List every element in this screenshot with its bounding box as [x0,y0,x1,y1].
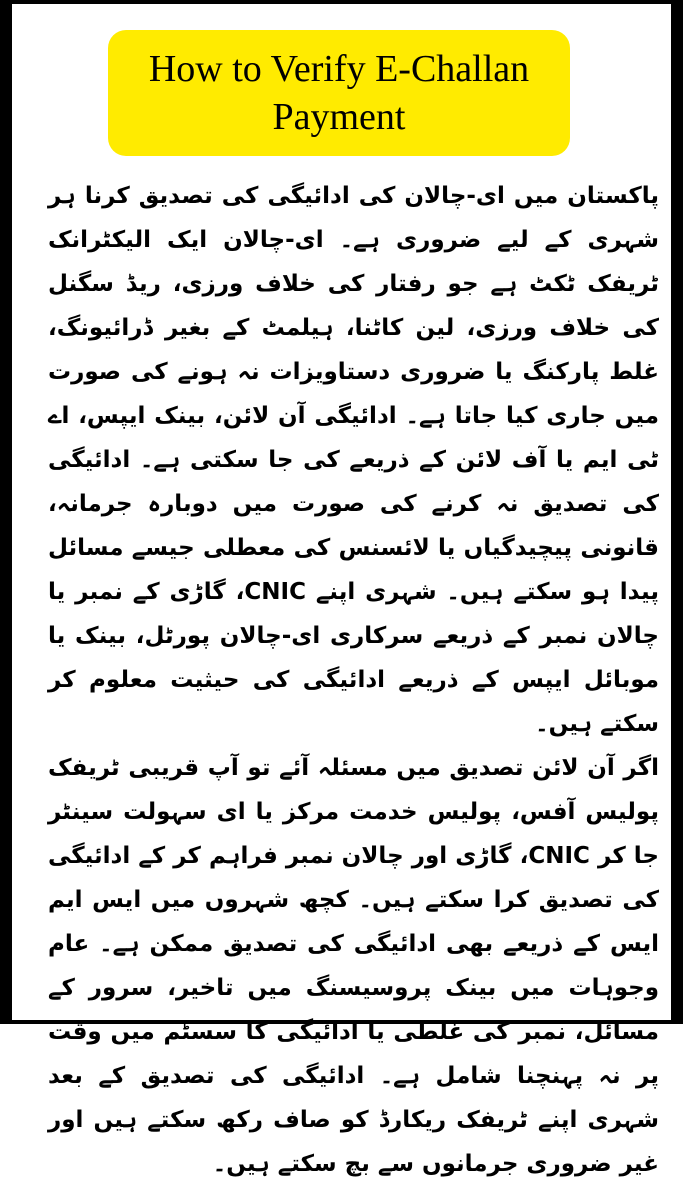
article-body [48,174,659,1186]
paragraph-1: پاکستان میں ای-چالان کی ادائیگی کی تصدیق کرنا ہر شہری کے لیے ضروری ہے۔ ای-چالان ایک الیکٹرانک ٹریفک ٹکٹ ہے جو رفتار کی خلاف ورزی، ریڈ سگنل کی خلاف ورزی، لین کاٹنا، ہیلمٹ کے بغیر ڈرائیونگ، غلط پارکنگ یا ضروری دستاویزات نہ ہونے کی صورت میں جاری کیا جاتا ہے۔ ادائیگی آن لائن، بینک ایپس، اے ٹی ایم یا آف لائن کے ذریعے کی جا سکتی ہے۔ ادائیگی کی تصدیق نہ کرنے کی صورت میں دوبارہ جرمانہ، قانونی پیچیدگیاں یا لائسنس کی معطلی جیسے مسائل پیدا ہو سکتے ہیں۔ شہری اپنے CNIC، گاڑی کے نمبر یا چالان نمبر کے ذریعے سرکاری ای-چالان پورٹل، بینک یا موبائل ایپس کے ذریعے ادائیگی کی حیثیت معلوم کر سکتے ہیں۔ [48,183,659,737]
title-banner [108,30,570,156]
title-line-1: How to Verify E-Challan [148,48,530,90]
paragraph-2: اگر آن لائن تصدیق میں مسئلہ آئے تو آپ قریبی ٹریفک پولیس آفس، پولیس خدمت مرکز یا ای سہولت سینٹر جا کر CNIC، گاڑی اور چالان نمبر فراہم کر کے ادائیگی کی تصدیق کرا سکتے ہیں۔ کچھ شہروں میں ایس ایم ایس کے ذریعے بھی ادائیگی کی تصدیق ممکن ہے۔ عام وجوہات میں بینک پروسیسنگ میں تاخیر، سرور کے مسائل، نمبر کی غلطی یا ادائیگی کا سسٹم میں وقت پر نہ پہنچنا شامل ہے۔ ادائیگی کی تصدیق کے بعد شہری اپنے ٹریفک ریکارڈ کو صاف رکھ سکتے ہیں اور غیر ضروری جرمانوں سے بچ سکتے ہیں۔ [48,755,660,1177]
title-line-2: Payment [272,96,406,138]
